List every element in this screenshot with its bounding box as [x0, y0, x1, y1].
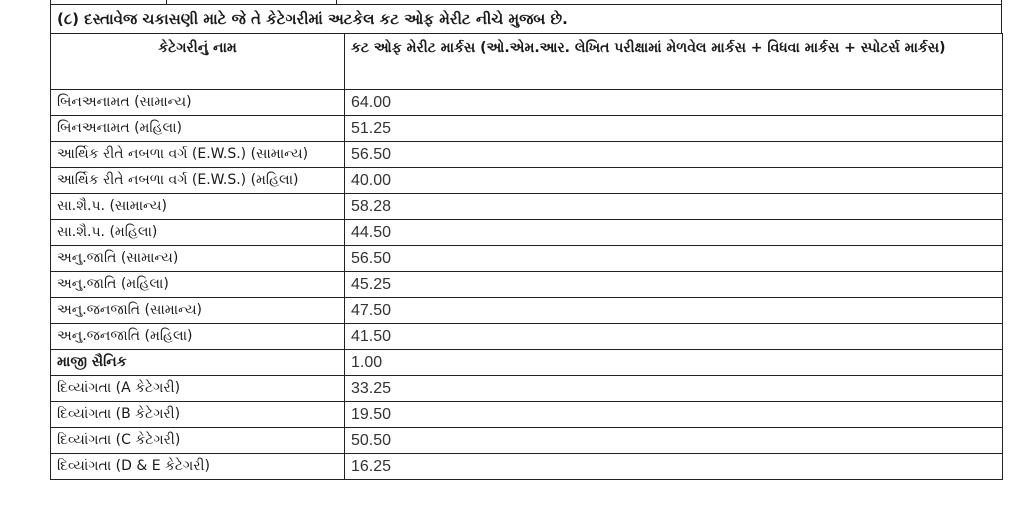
section-heading: (૮) દસ્તાવેજ ચકાસણી માટે જે તે કેટેગરીમાં અટકેલ કટ ઓફ મેરીટ નીચે મુજબ છે. [50, 5, 1002, 33]
category-cell: દિવ્યાંગતા (A કેટેગરી) [51, 376, 345, 402]
marks-cell: 44.50 [345, 220, 1003, 246]
table-row [51, 324, 1003, 350]
category-cell: સા.શૈ.પ. (સામાન્ય) [51, 194, 345, 220]
category-cell: આર્થિક રીતે નબળા વર્ગ (E.W.S.) (મહિલા) [51, 168, 345, 194]
marks-cell: 51.25 [345, 116, 1003, 142]
marks-cell: 50.50 [345, 428, 1003, 454]
table-row [51, 272, 1003, 298]
category-cell: બિનઅનામત (મહિલા) [51, 116, 345, 142]
category-column-header: કેટેગરીનું નામ [51, 34, 345, 90]
category-cell: દિવ્યાંગતા (B કેટેગરી) [51, 402, 345, 428]
table-row [51, 454, 1003, 480]
cutoff-table [50, 33, 1003, 480]
marks-column-header: કટ ઓફ મેરીટ માર્કસ (ઓ.એમ.આર. લેખિત પરીક્ષામાં મેળવેલ માર્કસ + વિધવા માર્કસ + સ્પોટર્સ માર્કસ) [345, 34, 1003, 90]
category-cell: અનુ.જાતિ (મહિલા) [51, 272, 345, 298]
marks-cell: 56.50 [345, 142, 1003, 168]
category-cell: આર્થિક રીતે નબળા વર્ગ (E.W.S.) (સામાન્ય) [51, 142, 345, 168]
table-row [51, 376, 1003, 402]
table-row [51, 90, 1003, 116]
table-header-row [51, 34, 1003, 90]
marks-cell: 19.50 [345, 402, 1003, 428]
marks-cell: 41.50 [345, 324, 1003, 350]
table-row [51, 116, 1003, 142]
category-cell: દિવ્યાંગતા (C કેટેગરી) [51, 428, 345, 454]
marks-cell: 56.50 [345, 246, 1003, 272]
marks-cell: 1.00 [345, 350, 1003, 376]
table-row [51, 350, 1003, 376]
table-row [51, 402, 1003, 428]
category-cell: દિવ્યાંગતા (D & E કેટેગરી) [51, 454, 345, 480]
table-row [51, 168, 1003, 194]
category-cell: અનુ.જાતિ (સામાન્ય) [51, 246, 345, 272]
category-cell: માજી સૈનિક [51, 350, 345, 376]
table-row [51, 194, 1003, 220]
table-row [51, 298, 1003, 324]
marks-cell: 16.25 [345, 454, 1003, 480]
category-cell: બિનઅનામત (સામાન્ય) [51, 90, 345, 116]
table-row [51, 428, 1003, 454]
category-cell: સા.શૈ.પ. (મહિલા) [51, 220, 345, 246]
marks-cell: 64.00 [345, 90, 1003, 116]
table-body [51, 90, 1003, 480]
category-cell: અનુ.જનજાતિ (મહિલા) [51, 324, 345, 350]
table-row [51, 246, 1003, 272]
marks-cell: 33.25 [345, 376, 1003, 402]
marks-cell: 40.00 [345, 168, 1003, 194]
category-cell: અનુ.જનજાતિ (સામાન્ય) [51, 298, 345, 324]
marks-cell: 58.28 [345, 194, 1003, 220]
marks-cell: 47.50 [345, 298, 1003, 324]
table-row [51, 220, 1003, 246]
table-row [51, 142, 1003, 168]
marks-cell: 45.25 [345, 272, 1003, 298]
